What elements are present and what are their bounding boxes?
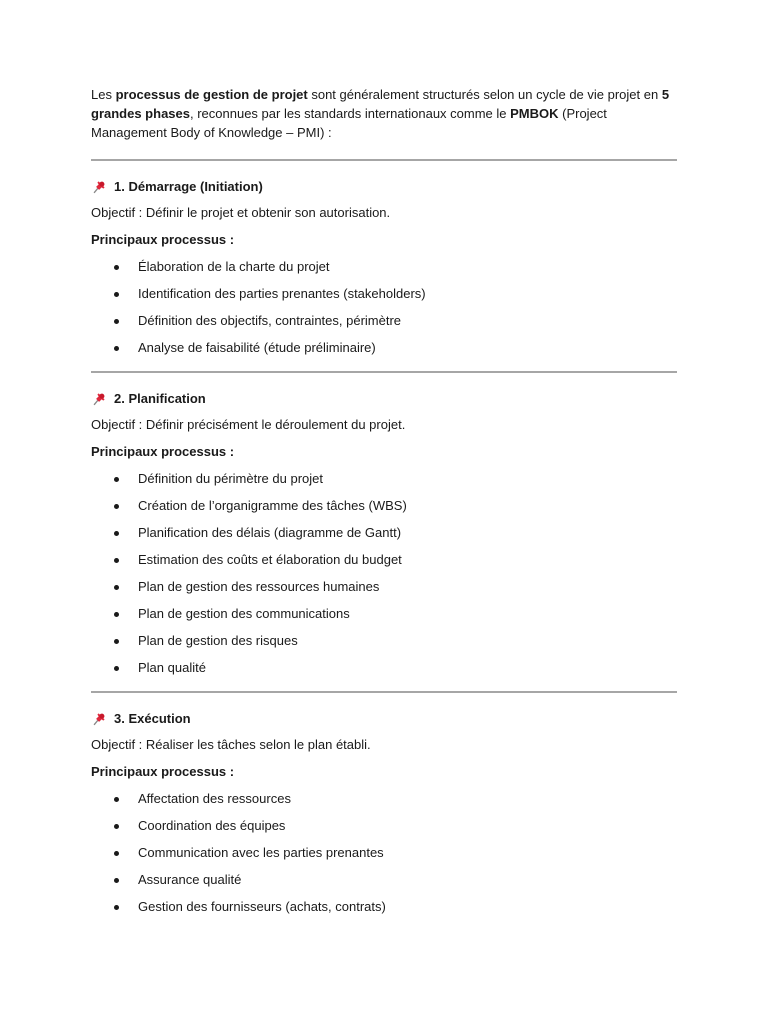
list-item: Plan de gestion des risques (91, 632, 677, 650)
intro-text-2: sont généralement structurés selon un cycle de vie projet en (307, 87, 662, 102)
processes-label: Principaux processus : (91, 444, 235, 459)
list-item: Définition du périmètre du projet (91, 470, 677, 488)
list-item: Affectation des ressources (91, 790, 677, 808)
section-divider (91, 159, 677, 161)
section-title (91, 389, 677, 407)
section-objective: Objectif : Définir précisément le déroulement du projet. (91, 417, 406, 432)
list-item: Plan de gestion des ressources humaines (91, 578, 677, 596)
document-page (91, 85, 677, 916)
section-title-text: 2. Planification (114, 390, 206, 406)
pushpin-icon (91, 390, 108, 407)
list-item: Coordination des équipes (91, 817, 677, 835)
pushpin-icon (91, 710, 108, 727)
intro-bold-2: 5 grandes phases (91, 87, 670, 121)
section-execution (91, 709, 677, 916)
section-divider (91, 691, 677, 693)
intro-text-4: (Project Management Body of Knowledge – PMI) : (91, 106, 607, 140)
list-item: Définition des objectifs, contraintes, périmètre (91, 312, 677, 330)
intro-paragraph (91, 85, 677, 142)
section-title (91, 177, 677, 195)
list-item: Gestion des fournisseurs (achats, contrats) (91, 898, 677, 916)
list-item: Identification des parties prenantes (stakeholders) (91, 285, 677, 303)
intro-text-3: , reconnues par les standards internationaux comme le (190, 106, 511, 121)
list-item: Communication avec les parties prenantes (91, 844, 677, 862)
processes-label: Principaux processus : (91, 764, 235, 779)
list-item: Plan qualité (91, 659, 677, 677)
list-item: Analyse de faisabilité (étude préliminaire) (91, 339, 677, 357)
section-demarrage (91, 177, 677, 357)
section-objective: Objectif : Réaliser les tâches selon le plan établi. (91, 737, 371, 752)
section-title (91, 709, 677, 727)
section-objective: Objectif : Définir le projet et obtenir son autorisation. (91, 205, 391, 220)
list-item: Estimation des coûts et élaboration du budget (91, 551, 677, 569)
process-list (91, 790, 677, 916)
pushpin-icon (91, 178, 108, 195)
intro-bold-3: PMBOK (510, 106, 559, 121)
process-list (91, 258, 677, 357)
list-item: Assurance qualité (91, 871, 677, 889)
list-item: Planification des délais (diagramme de Gantt) (91, 524, 677, 542)
section-title-text: 3. Exécution (114, 710, 191, 726)
list-item: Élaboration de la charte du projet (91, 258, 677, 276)
process-list (91, 470, 677, 677)
intro-bold-1: processus de gestion de projet (115, 87, 308, 102)
list-item: Plan de gestion des communications (91, 605, 677, 623)
list-item: Création de l’organigramme des tâches (WBS) (91, 497, 677, 515)
intro-text-1: Les (91, 87, 116, 102)
section-title-text: 1. Démarrage (Initiation) (114, 178, 263, 194)
processes-label: Principaux processus : (91, 232, 235, 247)
section-divider (91, 371, 677, 373)
section-planification (91, 389, 677, 677)
